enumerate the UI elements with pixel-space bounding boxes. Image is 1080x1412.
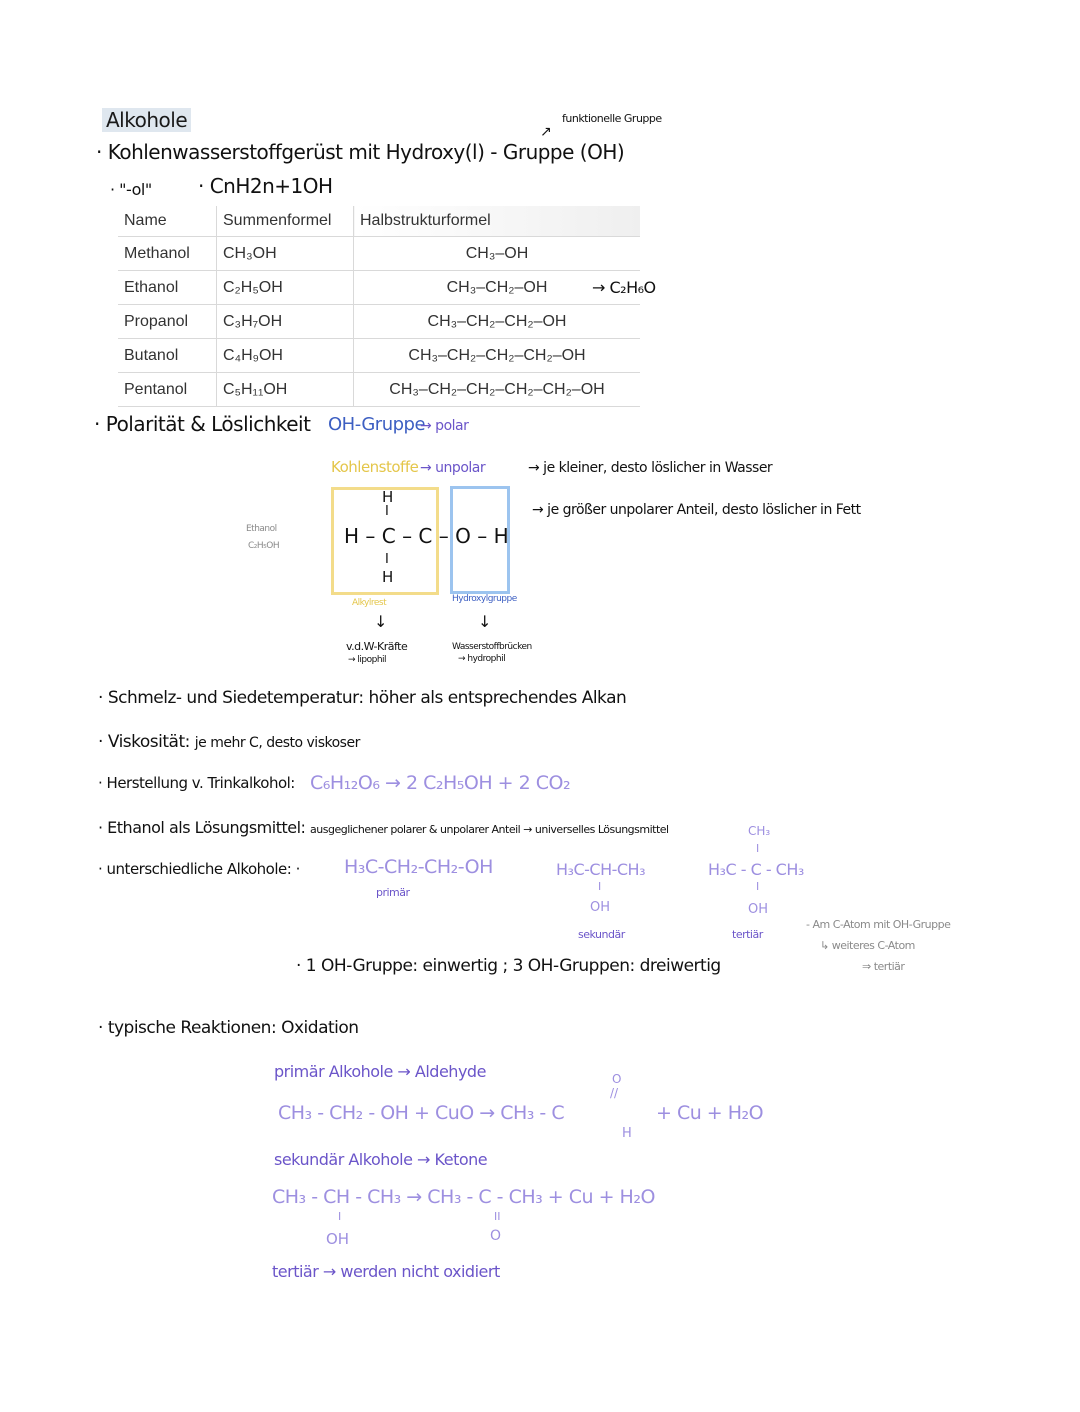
reactions-label: typische Reaktionen:	[107, 1018, 277, 1038]
row-half: CH₃–CH₂–CH₂–CH₂–CH₂–OH	[354, 373, 641, 407]
tertiary-label: tertiär	[732, 928, 763, 941]
row-sum: C₂H₅OH	[217, 271, 354, 305]
ethanol-label: Ethanol	[246, 524, 277, 534]
secondary-oxidation-equation: CH₃ - CH - CH₃ → CH₃ - C - CH₃ + Cu + H₂O	[272, 1186, 655, 1208]
hydroxy-label: Hydroxylgruppe	[452, 594, 517, 604]
polarity-heading: · Polarität & Löslichkeit	[94, 412, 311, 436]
solubility-note-fat: → je größer unpolarer Anteil, desto löslicher in Fett	[532, 502, 861, 518]
lipophil-label: → lipophil	[348, 655, 387, 665]
row-name: Ethanol	[118, 271, 217, 305]
melting-row: · Schmelz- und Siedetemperatur: höher als entsprechendes Alkan	[98, 688, 627, 708]
intro-line: · Kohlenwasserstoffgerüst mit Hydroxy(l) - Gruppe (OH)	[96, 140, 625, 164]
valence-note: · 1 OH-Gruppe: einwertig ; 3 OH-Gruppen: dreiwertig	[296, 956, 721, 976]
secondary-label: sekundär	[578, 928, 625, 941]
solubility-note-water: → je kleiner, desto löslicher in Wasser	[528, 460, 773, 476]
ketone-oxygen: O	[490, 1228, 502, 1244]
tertiary-bond-bottom: I	[756, 880, 760, 893]
struct-h-bottom: H	[382, 568, 394, 586]
primary-products: + Cu + H₂O	[656, 1102, 764, 1124]
functional-group-note: funktionelle Gruppe	[562, 112, 662, 125]
types-row: · unterschiedliche Alkohole: ·	[98, 860, 300, 878]
suffix-note: · "-ol"	[110, 180, 152, 199]
fermentation-equation: C₆H₁₂O₆ → 2 C₂H₅OH + 2 CO₂	[310, 772, 571, 794]
secondary-rule: sekundär Alkohole → Ketone	[274, 1150, 488, 1169]
production-label: Herstellung v. Trinkalkohol:	[106, 774, 295, 792]
row-sum: C₃H₇OH	[217, 305, 354, 339]
table-row	[118, 305, 640, 339]
row-half: CH₃–OH	[354, 237, 641, 271]
arrow-icon: ↗	[540, 124, 552, 140]
struct-bond-bottom: I	[385, 552, 389, 567]
hbond-label: Wasserstoffbrücken	[452, 642, 532, 652]
row-name: Pentanol	[118, 373, 217, 407]
header-name: Name	[118, 206, 217, 237]
row-sum: C₄H₉OH	[217, 339, 354, 373]
side-note-3: ⇒ tertiär	[862, 960, 905, 973]
row-name: Methanol	[118, 237, 217, 271]
alcohol-table	[118, 206, 640, 407]
solvent-text: ausgeglichener polarer & unpolarer Anteil → universelles Lösungsmittel	[310, 823, 669, 836]
row-half: CH₃–CH₂–CH₂–CH₂–OH	[354, 339, 641, 373]
ethanol-structure: H – C – C – O – H	[344, 524, 509, 548]
tertiary-oh: OH	[748, 902, 769, 917]
general-formula-text: CnH2n+1OH	[209, 174, 333, 198]
carbon-label: Kohlenstoffe	[331, 458, 419, 476]
primary-rule: primär Alkohole → Aldehyde	[274, 1062, 486, 1081]
polarity-heading-text: Polarität & Löslichkeit	[105, 412, 311, 436]
aldehyde-oxygen: O	[612, 1072, 622, 1086]
table-row	[118, 373, 640, 407]
page-title: Alkohole	[102, 108, 191, 132]
header-sum: Summenformel	[217, 206, 354, 237]
solvent-row: · Ethanol als Lösungsmittel: ausgeglichener polarer & unpolarer Anteil → universelles Lösungsmittel	[98, 818, 669, 837]
primary-label: primär	[376, 886, 410, 899]
alkyl-label: Alkylrest	[352, 598, 387, 608]
tertiary-bond-top: I	[756, 842, 760, 855]
viscosity-text: je mehr C, desto viskoser	[194, 735, 360, 751]
table-header-row	[118, 206, 640, 237]
unpolar-label: → unpolar	[420, 460, 486, 476]
tertiary-rule: tertiär → werden nicht oxidiert	[272, 1262, 500, 1281]
struct-h-top: H	[382, 488, 394, 506]
viscosity-label: Viskosität:	[107, 732, 190, 752]
solvent-label: Ethanol als Lösungsmittel:	[107, 818, 306, 837]
row-half: CH₃–CH₂–CH₂–OH	[354, 305, 641, 339]
table-row	[118, 271, 640, 305]
melting-text: höher als entsprechendes Alkan	[368, 688, 627, 708]
reactions-row: · typische Reaktionen: Oxidation	[98, 1018, 359, 1038]
types-label: unterschiedliche Alkohole:	[106, 860, 292, 878]
secondary-bond: I	[598, 880, 602, 893]
aldehyde-hydrogen: H	[622, 1126, 632, 1141]
intro-text: Kohlenwasserstoffgerüst mit Hydroxy(l) - Gruppe (OH)	[107, 140, 625, 164]
ethanol-formula: C₂H₅OH	[248, 541, 280, 551]
row-sum: C₅H₁₁OH	[217, 373, 354, 407]
struct-bond-top: I	[385, 504, 389, 519]
melting-label: Schmelz- und Siedetemperatur:	[107, 688, 364, 708]
hydrophil-label: → hydrophil	[458, 654, 506, 664]
oh-group-label: OH-Gruppe	[328, 414, 426, 435]
side-note-1: - Am C-Atom mit OH-Gruppe	[806, 918, 951, 931]
secondary-oh: OH	[590, 900, 611, 915]
polar-label: → polar	[420, 418, 469, 434]
table-row	[118, 339, 640, 373]
aldehyde-double-bond: //	[610, 1086, 619, 1100]
viscosity-row: · Viskosität: je mehr C, desto viskoser	[98, 732, 360, 752]
secondary-alcohol-formula: H₃C-CH-CH₃	[556, 860, 645, 879]
production-row: · Herstellung v. Trinkalkohol:	[98, 774, 295, 792]
general-formula: · CnH2n+1OH	[198, 174, 333, 198]
secondary-reaction-bond: I	[338, 1210, 342, 1223]
header-half: Halbstrukturformel	[354, 206, 641, 237]
side-note-2: ↳ weiteres C-Atom	[820, 939, 915, 952]
row-sum: CH₃OH	[217, 237, 354, 271]
down-arrow-icon: ↓	[374, 612, 388, 631]
down-arrow-icon: ↓	[478, 612, 492, 631]
suffix-text: "-ol"	[119, 180, 152, 199]
row-name: Butanol	[118, 339, 217, 373]
vdw-label: v.d.W-Kräfte	[346, 640, 408, 653]
ketone-double-bond: II	[494, 1210, 501, 1223]
tertiary-alcohol-formula: H₃C - C - CH₃	[708, 860, 804, 879]
ethanol-note: → C₂H₆O	[592, 278, 656, 297]
table-row	[118, 237, 640, 271]
tertiary-top: CH₃	[748, 824, 771, 838]
primary-alcohol-formula: H₃C-CH₂-CH₂-OH	[344, 856, 493, 878]
row-half: CH₃–CH₂–OH	[354, 271, 641, 305]
reactions-type: Oxidation	[281, 1018, 359, 1038]
primary-oxidation-equation: CH₃ - CH₂ - OH + CuO → CH₃ - C	[278, 1102, 565, 1124]
row-name: Propanol	[118, 305, 217, 339]
secondary-reaction-oh: OH	[326, 1230, 350, 1248]
